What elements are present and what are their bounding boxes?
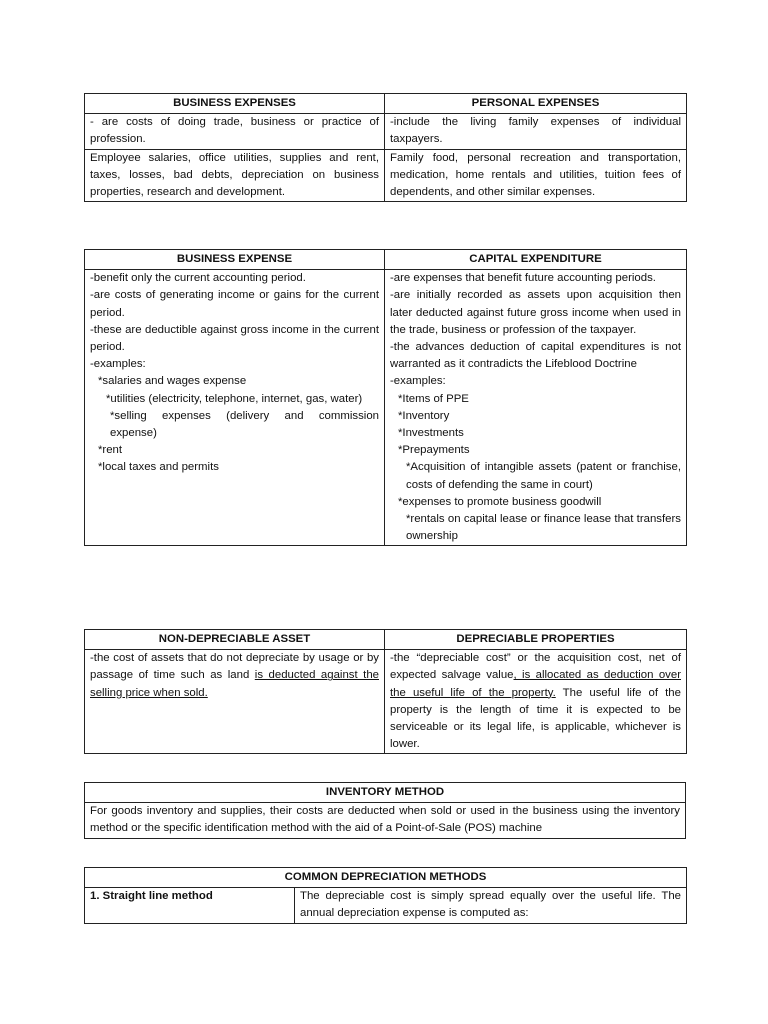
list-item: *Acquisition of intangible assets (patent or franchise, costs of defending the same in court) xyxy=(406,461,681,491)
business-expense-vs-capital-expenditure-table xyxy=(84,249,687,546)
business-expenses-examples: Employee salaries, office utilities, supplies and rent, taxes, losses, bad debts, depreciation on business properties, research and development. xyxy=(85,149,385,202)
capital-expenditure-details xyxy=(385,270,687,546)
header-non-depreciable-asset: NON-DEPRECIABLE ASSET xyxy=(85,630,385,650)
non-depreciable-asset-details xyxy=(85,650,385,754)
business-expenses-definition: - are costs of doing trade, business or practice of profession. xyxy=(85,114,385,149)
list-item: *expenses to promote business goodwill xyxy=(398,495,602,508)
business-expense-details xyxy=(85,270,385,546)
list-item: *Items of PPE xyxy=(398,392,469,405)
list-item: *local taxes and permits xyxy=(98,461,219,474)
header-capital-expenditure: CAPITAL EXPENDITURE xyxy=(385,250,687,270)
header-business-expense: BUSINESS EXPENSE xyxy=(85,250,385,270)
header-business-expenses: BUSINESS EXPENSES xyxy=(85,94,385,114)
method-description: The depreciable cost is simply spread equally over the useful life. The annual depreciation expense is computed as: xyxy=(295,888,687,923)
common-depreciation-methods-table xyxy=(84,867,687,924)
list-item: -these are deductible against gross income in the current period. xyxy=(90,323,379,354)
list-item: *Inventory xyxy=(398,409,450,422)
list-item: -the advances deduction of capital expenditures is not warranted as it contradicts the Lifeblood Doctrine xyxy=(390,341,681,371)
list-item: *rent xyxy=(98,444,123,457)
list-item: -are costs of generating income or gains for the current period. xyxy=(90,289,379,319)
depreciable-properties-details xyxy=(385,650,687,754)
list-item: *Prepayments xyxy=(398,444,470,457)
list-item: *salaries and wages expense xyxy=(98,375,247,388)
personal-expenses-definition: -include the living family expenses of individual taxpayers. xyxy=(385,114,687,149)
text-underlined: is deducted against the selling price when sold. xyxy=(90,669,379,699)
header-personal-expenses: PERSONAL EXPENSES xyxy=(385,94,687,114)
text-plain: -the cost of assets that do not depreciate by usage or by passage of time such as land xyxy=(90,652,379,682)
list-item: -are initially recorded as assets upon acquisition then later deducted against future gross income when used in the trade, business or profession of the taxpayer. xyxy=(390,289,681,336)
non-depreciable-vs-depreciable-table xyxy=(84,629,687,754)
header-depreciable-properties: DEPRECIABLE PROPERTIES xyxy=(385,630,687,650)
text-plain: The useful life of the property is the length of time it is expected to be serviceable or its legal life, is applicable, whichever is lower. xyxy=(390,686,681,751)
inventory-method-body: For goods inventory and supplies, their costs are deducted when sold or used in the business using the inventory method or the specific identification method with the aid of a Point-of-Sale (POS) machine xyxy=(85,803,686,838)
list-item: -are expenses that benefit future accounting periods. xyxy=(390,272,656,285)
list-item: -examples: xyxy=(90,358,146,371)
list-item: *selling expenses (delivery and commission expense) xyxy=(110,409,379,440)
list-item: -benefit only the current accounting period. xyxy=(90,272,306,285)
list-item: *rentals on capital lease or finance lease that transfers ownership xyxy=(406,513,681,543)
list-item: *utilities (electricity, telephone, internet, gas, water) xyxy=(106,392,363,405)
header-inventory-method: INVENTORY METHOD xyxy=(85,783,686,803)
header-common-depreciation-methods: COMMON DEPRECIATION METHODS xyxy=(85,868,687,888)
text-underlined: , is allocated as deduction over the useful life of the property. xyxy=(390,669,681,699)
method-label: 1. Straight line method xyxy=(85,888,295,923)
inventory-method-table xyxy=(84,782,686,839)
personal-expenses-examples: Family food, personal recreation and transportation, medication, home rentals and utilities, tuition fees of dependents, and other similar expenses. xyxy=(385,149,687,202)
list-item: -examples: xyxy=(390,375,446,388)
text-plain: -the “depreciable cost” or the acquisition cost, net of expected salvage value xyxy=(390,652,681,682)
business-vs-personal-expenses-table xyxy=(84,93,687,202)
list-item: *Investments xyxy=(398,427,464,440)
